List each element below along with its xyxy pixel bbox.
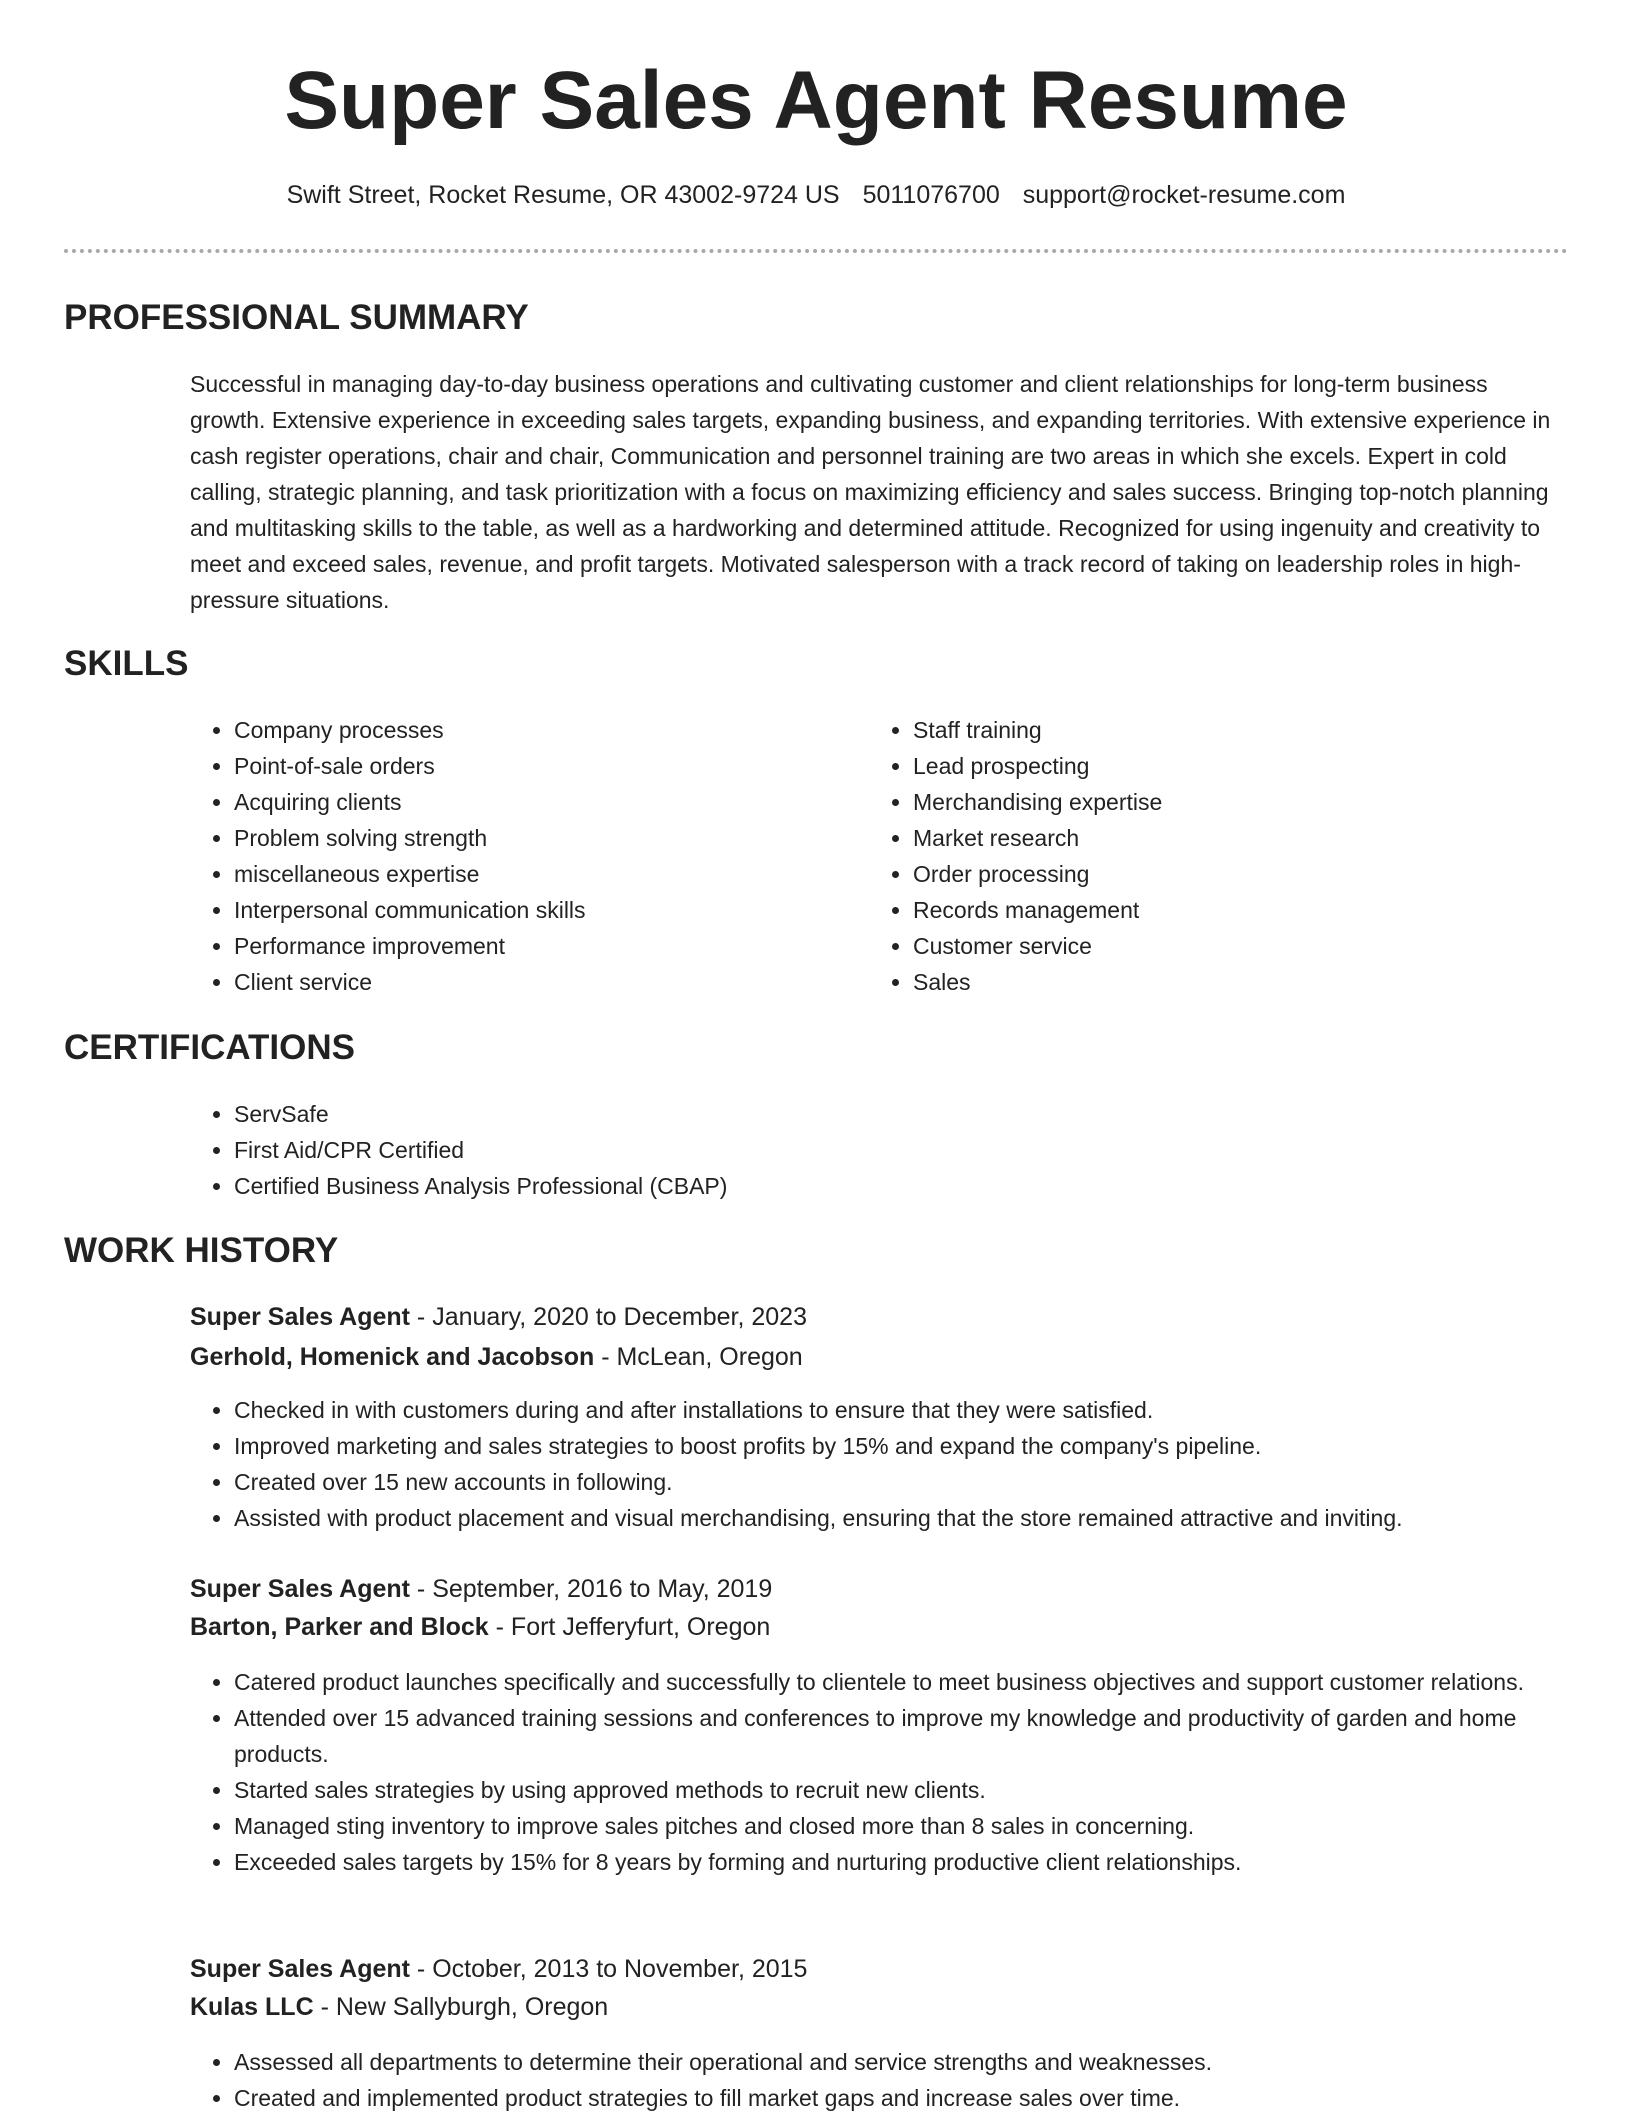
summary-heading: PROFESSIONAL SUMMARY	[64, 298, 529, 337]
skill-item: • Acquiring clients	[234, 784, 834, 820]
skill-item: • Records management	[913, 892, 1553, 928]
skill-item: • Staff training	[913, 712, 1553, 748]
skill-item: • Performance improvement	[234, 928, 834, 964]
job-bullet: • Assisted with product placement and visual merchandising, ensuring that the store remained attractive and inviting.	[234, 1500, 1614, 1536]
work-history-heading: WORK HISTORY	[64, 1231, 339, 1270]
job-bullet: • Improved marketing and sales strategies to boost profits by 15% and expand the company's pipeline.	[234, 1428, 1614, 1464]
skill-item: • Market research	[913, 820, 1553, 856]
job-bullet: • Created and implemented product strategies to fill market gaps and increase sales over time.	[234, 2080, 1614, 2116]
job-bullets	[190, 2044, 1614, 2116]
contact-address: Swift Street, Rocket Resume, OR 43002-9724 US	[286, 181, 840, 209]
job-company-line	[190, 1338, 803, 1376]
skills-heading: SKILLS	[64, 644, 189, 683]
skill-item: • Merchandising expertise	[913, 784, 1553, 820]
job-bullet: • Managed sting inventory to improve sales pitches and closed more than 8 sales in concerning.	[234, 1808, 1614, 1844]
skills-list-left	[190, 712, 834, 1000]
skill-item: • Customer service	[913, 928, 1553, 964]
job-bullet: • Exceeded sales targets by 15% for 8 years by forming and nurturing productive client relationships.	[234, 1844, 1614, 1880]
job-location: - McLean, Oregon	[594, 1343, 803, 1371]
skill-item: • Sales	[913, 964, 1553, 1000]
certification-item: • ServSafe	[234, 1096, 1534, 1132]
skill-item: • Client service	[234, 964, 834, 1000]
job-title: Super Sales Agent	[190, 1303, 410, 1331]
resume-title: Super Sales Agent Resume	[284, 55, 1348, 146]
job-title: Super Sales Agent	[190, 1575, 410, 1603]
certification-item: • Certified Business Analysis Professional (CBAP)	[234, 1168, 1534, 1204]
header-divider	[64, 249, 1568, 253]
skill-item: • Order processing	[913, 856, 1553, 892]
contact-line	[0, 180, 1632, 210]
certifications-list	[190, 1096, 1534, 1204]
job-company: Barton, Parker and Block	[190, 1613, 489, 1641]
job-dates: - September, 2016 to May, 2019	[409, 1575, 773, 1603]
skill-item: • Interpersonal communication skills	[234, 892, 834, 928]
job-bullets	[190, 1392, 1614, 1536]
skill-item: • Lead prospecting	[913, 748, 1553, 784]
job-bullet: • Attended over 15 advanced training sessions and conferences to improve my knowledge and productivity of garden and home products.	[234, 1700, 1614, 1772]
job-company: Gerhold, Homenick and Jacobson	[190, 1343, 595, 1371]
job-company-line	[190, 1608, 770, 1646]
job-company: Kulas LLC	[190, 1993, 314, 2021]
job-company-line	[190, 1988, 608, 2026]
job-bullet: • Created over 15 new accounts in following.	[234, 1464, 1614, 1500]
job-location: - Fort Jefferyfurt, Oregon	[488, 1613, 771, 1641]
job-bullet: • Started sales strategies by using approved methods to recruit new clients.	[234, 1772, 1614, 1808]
job-title: Super Sales Agent	[190, 1955, 410, 1983]
job-bullets	[190, 1664, 1614, 1880]
skills-list-right	[869, 712, 1553, 1000]
certifications-heading: CERTIFICATIONS	[64, 1028, 356, 1067]
job-dates: - January, 2020 to December, 2023	[409, 1303, 807, 1331]
skill-item: • Point-of-sale orders	[234, 748, 834, 784]
job-dates: - October, 2013 to November, 2015	[409, 1955, 808, 1983]
job-bullet: • Checked in with customers during and after installations to ensure that they were satisfied.	[234, 1392, 1614, 1428]
job-title-line	[190, 1570, 772, 1608]
skill-item: • miscellaneous expertise	[234, 856, 834, 892]
certification-item: • First Aid/CPR Certified	[234, 1132, 1534, 1168]
summary-text: Successful in managing day-to-day business operations and cultivating customer and client relationships for long-term business growth. Extensive experience in exceeding sales targets, expanding business, and expanding territories. With extensive experience in cash register operations, chair and chair, Communication and personnel training are two areas in which she excels. Expert in cold calling, strategic planning, and task prioritization with a focus on maximizing efficiency and sales success. Bringing top-notch planning and multitasking skills to the table, as well as a hardworking and determined attitude. Recognized for using ingenuity and creativity to meet and exceed sales, revenue, and profit targets. Motivated salesperson with a track record of taking on leadership roles in high-pressure situations.	[190, 371, 1551, 613]
job-bullet: • Catered product launches specifically and successfully to clientele to meet business objectives and support customer relations.	[234, 1664, 1614, 1700]
job-bullet: • Assessed all departments to determine their operational and service strengths and weaknesses.	[234, 2044, 1614, 2080]
contact-phone: 5011076700	[862, 181, 1000, 209]
job-title-line	[190, 1950, 807, 1988]
skill-item: • Company processes	[234, 712, 834, 748]
job-title-line	[190, 1298, 807, 1336]
skill-item: • Problem solving strength	[234, 820, 834, 856]
job-location: - New Sallyburgh, Oregon	[313, 1993, 609, 2021]
contact-email: support@rocket-resume.com	[1022, 181, 1346, 209]
